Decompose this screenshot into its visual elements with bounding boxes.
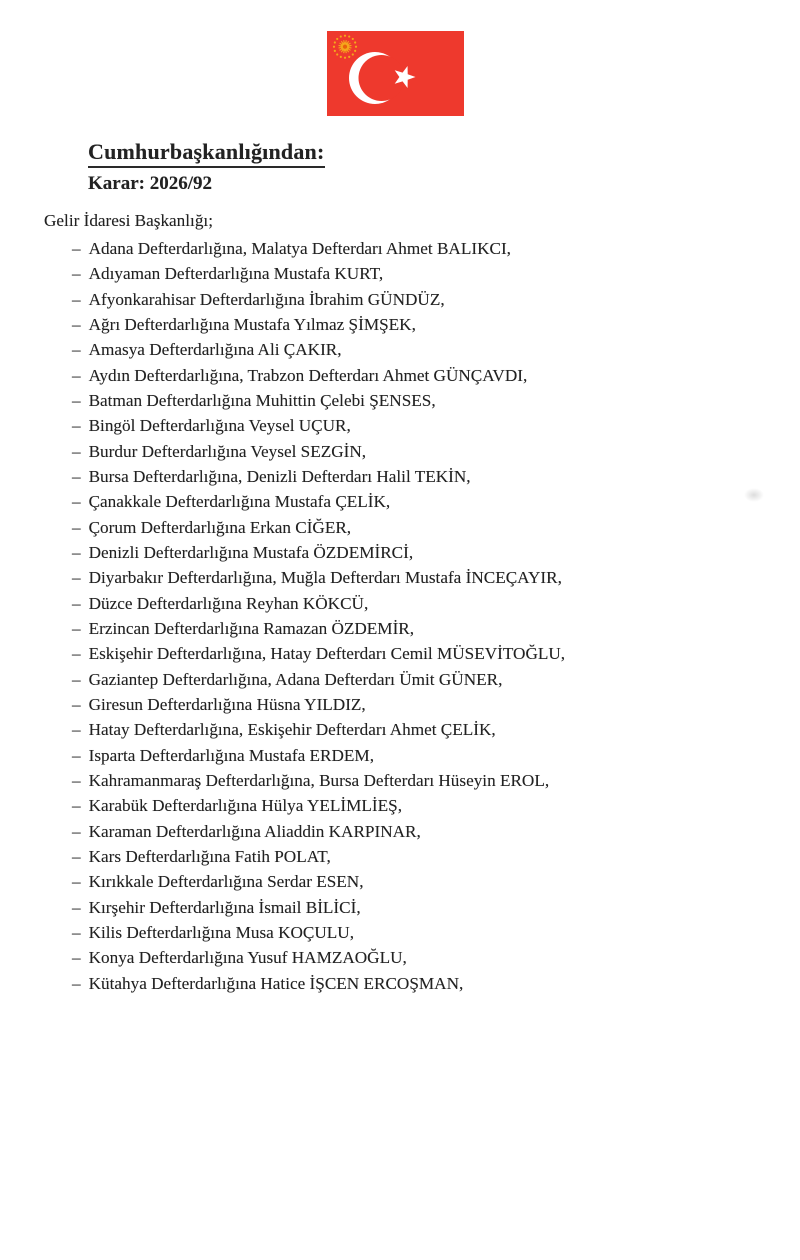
appointment-item bbox=[0, 717, 800, 742]
appointment-text: Konya Defterdarlığına Yusuf HAMZAOĞLU, bbox=[88, 948, 407, 968]
seal-sun-center bbox=[343, 45, 347, 49]
appointment-item bbox=[0, 895, 800, 920]
appointment-dash: – bbox=[72, 239, 81, 258]
appointment-text: Bursa Defterdarlığına, Denizli Defterdarı Halil TEKİN, bbox=[88, 466, 471, 486]
appointment-dash: – bbox=[72, 872, 81, 892]
appointment-text: Adana Defterdarlığına, Malatya Defterdarı Ahmet BALIKCI, bbox=[88, 239, 511, 258]
decision-number: Karar: 2026/92 bbox=[88, 173, 213, 194]
appointment-text: Denizli Defterdarlığına Mustafa ÖZDEMİRCİ, bbox=[88, 542, 414, 562]
appointment-dash: – bbox=[72, 948, 81, 968]
appointment-dash: – bbox=[72, 542, 81, 562]
appointment-text: Batman Defterdarlığına Muhittin Çelebi ŞENSES, bbox=[88, 390, 436, 410]
appointment-item bbox=[0, 869, 800, 894]
appointment-text: Gaziantep Defterdarlığına, Adana Defterdarı Ümit GÜNER, bbox=[88, 669, 503, 689]
appointment-text: Bingöl Defterdarlığına Veysel UÇUR, bbox=[88, 416, 351, 436]
appointment-dash: – bbox=[72, 466, 81, 486]
appointment-item bbox=[0, 591, 800, 616]
appointment-text: Burdur Defterdarlığına Veysel SEZGİN, bbox=[88, 441, 367, 461]
flag-graphic bbox=[327, 31, 464, 116]
appointment-dash: – bbox=[72, 973, 81, 993]
appointment-item bbox=[0, 971, 800, 996]
appointment-text: Kütahya Defterdarlığına Hatice İŞCEN ERCOŞMAN, bbox=[88, 973, 464, 993]
presidential-flag bbox=[327, 31, 464, 116]
appointment-text: Isparta Defterdarlığına Mustafa ERDEM, bbox=[88, 745, 375, 765]
appointment-text: Kilis Defterdarlığına Musa KOÇULU, bbox=[88, 922, 354, 942]
appointment-dash: – bbox=[72, 593, 81, 613]
appointment-item bbox=[0, 489, 800, 514]
appointment-item bbox=[0, 236, 800, 261]
appointment-dash: – bbox=[72, 441, 81, 461]
appointment-text: Ağrı Defterdarlığına Mustafa Yılmaz ŞİMŞEK, bbox=[88, 314, 416, 334]
appointment-item bbox=[0, 945, 800, 970]
appointment-item bbox=[0, 413, 800, 438]
appointment-dash: – bbox=[72, 720, 81, 740]
appointment-dash: – bbox=[72, 517, 81, 537]
issuer-title-text: Cumhurbaşkanlığından: bbox=[88, 139, 325, 168]
appointment-dash: – bbox=[72, 618, 81, 638]
appointment-dash: – bbox=[72, 416, 81, 436]
appointment-dash: – bbox=[72, 745, 81, 765]
appointment-text: Çorum Defterdarlığına Erkan CİĞER, bbox=[88, 517, 352, 537]
appointment-dash: – bbox=[72, 846, 81, 866]
appointment-dash: – bbox=[72, 694, 81, 714]
appointment-item bbox=[0, 793, 800, 818]
appointment-item bbox=[0, 743, 800, 768]
appointment-item bbox=[0, 565, 800, 590]
appointment-item bbox=[0, 515, 800, 540]
appointment-dash: – bbox=[72, 922, 81, 942]
appointment-text: Karabük Defterdarlığına Hülya YELİMLİEŞ, bbox=[88, 796, 402, 816]
appointment-text: Afyonkarahisar Defterdarlığına İbrahim GÜNDÜZ, bbox=[88, 289, 445, 309]
appointment-item bbox=[0, 261, 800, 286]
appointment-item bbox=[0, 844, 800, 869]
appointment-text: Kahramanmaraş Defterdarlığına, Bursa Defterdarı Hüseyin EROL, bbox=[88, 770, 550, 790]
appointment-dash: – bbox=[72, 770, 81, 790]
appointment-text: Adıyaman Defterdarlığına Mustafa KURT, bbox=[88, 264, 384, 284]
appointment-dash: – bbox=[72, 644, 81, 664]
appointment-text: Çanakkale Defterdarlığına Mustafa ÇELİK, bbox=[88, 492, 391, 512]
appointment-dash: – bbox=[72, 821, 81, 841]
appointment-item bbox=[0, 667, 800, 692]
appointment-text: Hatay Defterdarlığına, Eskişehir Defterdarı Ahmet ÇELİK, bbox=[88, 720, 496, 740]
appointment-dash: – bbox=[72, 796, 81, 816]
appointment-item bbox=[0, 388, 800, 413]
appointment-dash: – bbox=[72, 568, 81, 588]
appointment-item bbox=[0, 819, 800, 844]
appointment-dash: – bbox=[72, 289, 81, 309]
appointment-item bbox=[0, 464, 800, 489]
directorate-line: Gelir İdaresi Başkanlığı; bbox=[44, 211, 213, 230]
appointment-dash: – bbox=[72, 897, 81, 917]
appointment-dash: – bbox=[72, 492, 81, 512]
appointment-item bbox=[0, 616, 800, 641]
appointment-dash: – bbox=[72, 365, 81, 385]
appointment-text: Kırşehir Defterdarlığına İsmail BİLİCİ, bbox=[88, 897, 361, 917]
appointment-item bbox=[0, 337, 800, 362]
appointment-dash: – bbox=[72, 669, 81, 689]
appointment-item bbox=[0, 363, 800, 388]
appointment-item bbox=[0, 692, 800, 717]
appointment-text: Aydın Defterdarlığına, Trabzon Defterdarı Ahmet GÜNÇAVDI, bbox=[88, 365, 528, 385]
appointment-item bbox=[0, 920, 800, 945]
appointment-text: Erzincan Defterdarlığına Ramazan ÖZDEMİR, bbox=[88, 618, 415, 638]
appointments-list bbox=[0, 236, 800, 996]
document-issuer-title bbox=[88, 139, 325, 168]
appointment-item bbox=[0, 312, 800, 337]
appointment-item bbox=[0, 768, 800, 793]
appointment-dash: – bbox=[72, 340, 81, 360]
appointment-text: Kırıkkale Defterdarlığına Serdar ESEN, bbox=[88, 872, 364, 892]
crescent-cutout bbox=[359, 55, 405, 101]
appointment-dash: – bbox=[72, 390, 81, 410]
appointment-text: Giresun Defterdarlığına Hüsna YILDIZ, bbox=[88, 694, 366, 714]
appointment-text: Düzce Defterdarlığına Reyhan KÖKCÜ, bbox=[88, 593, 369, 613]
appointment-text: Karaman Defterdarlığına Aliaddin KARPINAR, bbox=[88, 821, 421, 841]
appointment-text: Kars Defterdarlığına Fatih POLAT, bbox=[88, 846, 331, 866]
appointment-item bbox=[0, 439, 800, 464]
appointment-dash: – bbox=[72, 264, 81, 284]
appointment-item bbox=[0, 540, 800, 565]
appointment-item bbox=[0, 641, 800, 666]
appointment-text: Diyarbakır Defterdarlığına, Muğla Defterdarı Mustafa İNCEÇAYIR, bbox=[88, 568, 562, 588]
appointment-dash: – bbox=[72, 314, 81, 334]
appointment-text: Eskişehir Defterdarlığına, Hatay Defterdarı Cemil MÜSEVİTOĞLU, bbox=[88, 644, 566, 664]
appointment-text: Amasya Defterdarlığına Ali ÇAKIR, bbox=[88, 340, 342, 360]
appointment-item bbox=[0, 287, 800, 312]
